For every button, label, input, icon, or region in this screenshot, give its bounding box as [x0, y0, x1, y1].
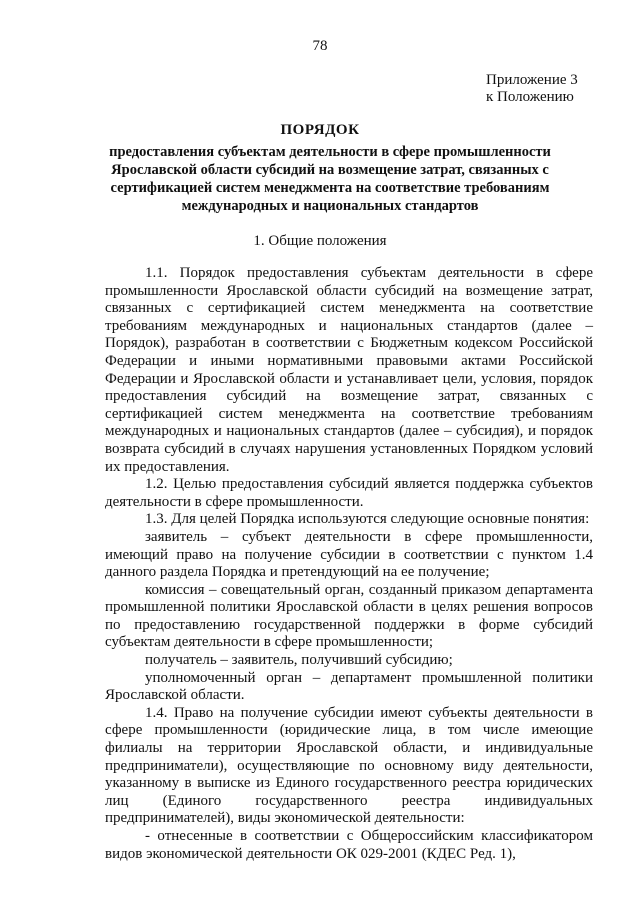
definition-commission: комиссия – совещательный орган, созданный приказом департамента промышленной политики Ярославской области в целях решения вопросов по предоставлению государственной поддержки в форме субсидий субъектам деятельности в сфере промышленности;: [105, 581, 593, 651]
paragraph-1-2: 1.2. Целью предоставления субсидий является поддержка субъектов деятельности в сфере промышленности.: [105, 476, 593, 510]
subtitle-line: Ярославской области субсидий на возмещение затрат, связанных с: [111, 162, 549, 178]
body-text: [105, 265, 593, 863]
appendix-note: [486, 72, 578, 106]
definition-recipient: получатель – заявитель, получивший субсидию;: [145, 652, 453, 669]
section-title: 1. Общие положения: [253, 233, 387, 249]
paragraph-1-1: 1.1. Порядок предоставления субъектам деятельности в сфере промышленности Ярославской области субсидий на возмещение затрат, связанных с сертификацией систем менеджмента на соответствие требованиям международных и национальных стандартов (далее – Порядок), разработан в соответствии с Бюджетным кодексом Российской Федерации и иными нормативными правовыми актами Российской Федерации и Ярославской области и устанавливает цели, условия, порядок предоставления субсидий на возмещение затрат, связанных с сертификацией систем менеджмента на соответствие требованиям международных и национальных стандартов (далее – субсидия), и порядок возврата субсидий в случаях нарушения установленных Порядком условий их предоставления.: [105, 265, 593, 475]
definition-applicant: заявитель – субъект деятельности в сфере промышленности, имеющий право на получение субсидии в соответствии с пунктом 1.4 данного раздела Порядка и претендующий на ее получение;: [105, 528, 593, 581]
appendix-line-2: к Положению: [486, 89, 574, 105]
subtitle-line: предоставления субъектам деятельности в сфере промышленности: [109, 144, 551, 160]
subtitle-line: сертификацией систем менеджмента на соответствие требованиям: [110, 180, 550, 196]
page-number: 78: [312, 38, 328, 54]
appendix-line-1: Приложение 3: [486, 72, 578, 88]
subtitle-line: международных и национальных стандартов: [181, 198, 479, 214]
document-subtitle: [100, 143, 560, 215]
paragraph-1-3: 1.3. Для целей Порядка используются следующие основные понятия:: [145, 511, 590, 528]
paragraph-1-4: 1.4. Право на получение субсидии имеют субъекты деятельности в сфере промышленности (юридические лица, в том числе имеющие филиалы на территории Ярославской области, и индивидуальные предприниматели), осуществляющие по основному виду деятельности, указанному в выписке из Единого государственного реестра юридических лиц (Единого государственного реестра индивидуальных предпринимателей), виды экономической деятельности:: [105, 704, 593, 827]
list-item: - отнесенные в соответствии с Общероссийским классификатором видов экономической деятельности ОК 029-2001 (КДЕС Ред. 1),: [105, 828, 593, 862]
definition-authorized-body: уполномоченный орган – департамент промышленной политики Ярославской области.: [105, 669, 593, 704]
document-title: ПОРЯДОК: [280, 122, 360, 138]
